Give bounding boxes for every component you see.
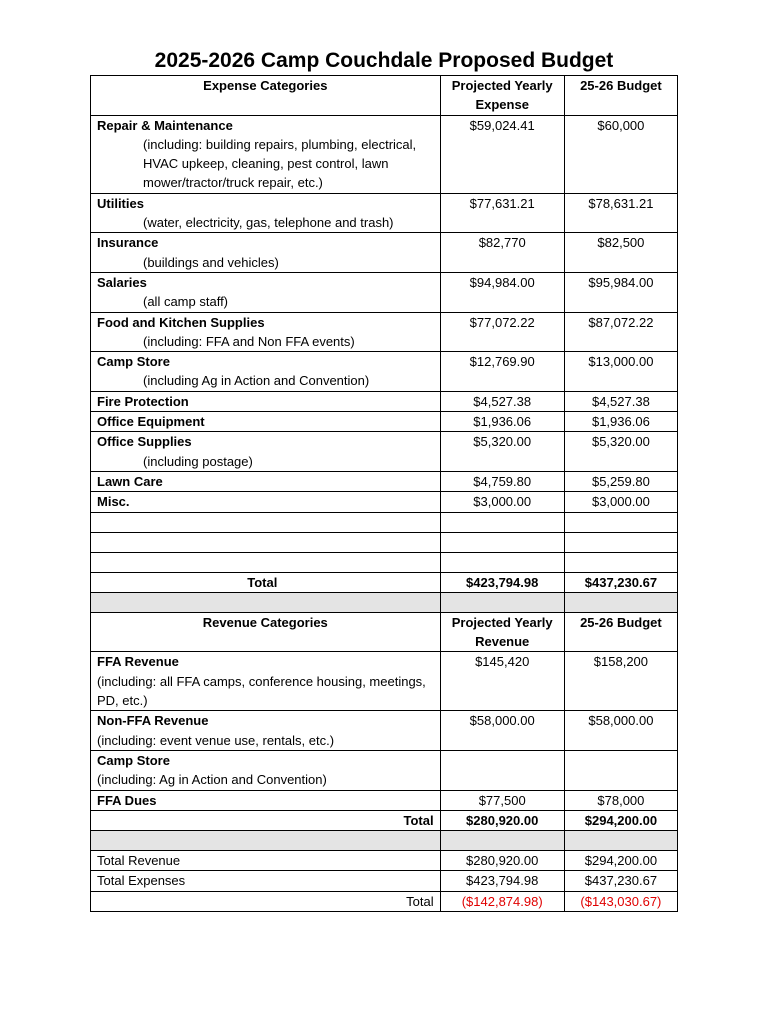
revenue-category-cell [91, 790, 441, 810]
expenses-projected-cell: $5,320.00 [440, 432, 564, 472]
expenses-projected-cell: $59,024.41 [440, 115, 564, 193]
summary-total-row [91, 891, 678, 911]
revenue-total-budget: $294,200.00 [564, 810, 677, 830]
expense-projected-header: Projected Yearly Expense [440, 76, 564, 116]
expenses-category-detail: (water, electricity, gas, telephone and trash) [143, 215, 394, 231]
expenses-category-detail: (buildings and vehicles) [143, 254, 279, 270]
expenses-row [91, 471, 678, 491]
summary-total-label: Total [91, 891, 441, 911]
expenses-category-name: Insurance [97, 235, 159, 251]
expenses-projected-cell: $4,527.38 [440, 391, 564, 411]
expense-blank-row-cell [91, 552, 441, 572]
expenses-category-cell [91, 412, 441, 432]
summary-projected: $280,920.00 [440, 851, 564, 871]
budget-table [90, 75, 678, 912]
expenses-category-name: Misc. [97, 494, 130, 510]
revenue-category-cell [91, 652, 441, 711]
expenses-category-cell [91, 272, 441, 312]
expenses-category-detail: (including Ag in Action and Convention) [143, 373, 370, 389]
revenue-row [91, 652, 678, 711]
expenses-category-name: Fire Protection [97, 393, 189, 409]
revenue-projected-cell: $58,000.00 [440, 711, 564, 751]
expenses-row [91, 391, 678, 411]
expenses-budget-cell: $60,000 [564, 115, 677, 193]
expenses-projected-cell: $1,936.06 [440, 412, 564, 432]
expense-blank-row [91, 512, 678, 532]
expenses-category-name: Lawn Care [97, 473, 163, 489]
revenue-total-projected: $280,920.00 [440, 810, 564, 830]
revenue-category-cell [91, 711, 441, 751]
expenses-category-cell [91, 312, 441, 352]
expenses-budget-cell: $3,000.00 [564, 492, 677, 512]
revenue-category-name: FFA Dues [97, 792, 157, 808]
expenses-category-cell [91, 233, 441, 273]
expense-blank-row-cell [91, 512, 441, 532]
revenue-categories-header: Revenue Categories [91, 612, 441, 652]
expense-blank-row-cell [440, 512, 564, 532]
separator-row-cell [564, 831, 677, 851]
revenue-header-row [91, 612, 678, 652]
summary-row [91, 851, 678, 871]
separator-row-cell [440, 592, 564, 612]
summary-total-budget: ($143,030.67) [564, 891, 677, 911]
expense-budget-header: 25-26 Budget [564, 76, 677, 116]
expenses-projected-cell: $82,770 [440, 233, 564, 273]
expenses-budget-cell: $82,500 [564, 233, 677, 273]
separator-row-cell [440, 831, 564, 851]
expense-categories-header: Expense Categories [91, 76, 441, 116]
expenses-category-cell [91, 193, 441, 233]
revenue-category-cell [91, 750, 441, 790]
revenue-category-detail: (including: Ag in Action and Convention) [97, 772, 327, 788]
separator-row-cell [564, 592, 677, 612]
expenses-category-cell [91, 391, 441, 411]
expenses-row [91, 272, 678, 312]
expenses-total-row [91, 572, 678, 592]
revenue-row [91, 750, 678, 790]
summary-total-projected: ($142,874.98) [440, 891, 564, 911]
expenses-row [91, 492, 678, 512]
expenses-category-name: Utilities [97, 195, 144, 211]
expenses-budget-cell: $1,936.06 [564, 412, 677, 432]
summary-projected: $423,794.98 [440, 871, 564, 891]
expenses-category-name: Office Supplies [97, 434, 192, 450]
expenses-projected-cell: $77,072.22 [440, 312, 564, 352]
separator-row-cell [91, 831, 441, 851]
expense-blank-row-cell [564, 532, 677, 552]
expenses-category-detail: (including postage) [143, 453, 253, 469]
summary-budget: $437,230.67 [564, 871, 677, 891]
expenses-projected-cell: $77,631.21 [440, 193, 564, 233]
expense-blank-row [91, 532, 678, 552]
expenses-category-name: Food and Kitchen Supplies [97, 314, 265, 330]
expenses-row [91, 312, 678, 352]
summary-label: Total Expenses [91, 871, 441, 891]
expenses-row [91, 412, 678, 432]
expenses-projected-cell: $3,000.00 [440, 492, 564, 512]
expenses-budget-cell: $13,000.00 [564, 352, 677, 392]
revenue-category-name: FFA Revenue [97, 654, 179, 670]
revenue-category-name: Non-FFA Revenue [97, 713, 209, 729]
expenses-row [91, 193, 678, 233]
expenses-category-detail: (all camp staff) [143, 294, 229, 310]
expense-blank-row-cell [91, 532, 441, 552]
expense-blank-row-cell [564, 512, 677, 532]
expenses-budget-cell: $78,631.21 [564, 193, 677, 233]
page-title: 2025-2026 Camp Couchdale Proposed Budget [154, 49, 614, 72]
revenue-projected-cell: $145,420 [440, 652, 564, 711]
expense-blank-row-cell [440, 532, 564, 552]
expenses-total-projected: $423,794.98 [440, 572, 564, 592]
expenses-total-budget: $437,230.67 [564, 572, 677, 592]
expenses-category-cell [91, 432, 441, 472]
summary-label: Total Revenue [91, 851, 441, 871]
expenses-category-name: Salaries [97, 274, 147, 290]
expenses-category-cell [91, 471, 441, 491]
revenue-projected-header: Projected Yearly Revenue [440, 612, 564, 652]
expenses-category-detail: (including: building repairs, plumbing, electrical, HVAC upkeep, cleaning, pest control, lawn mower/tractor/truck repair, etc.) [143, 136, 417, 191]
revenue-budget-cell: $158,200 [564, 652, 677, 711]
separator-row-cell [91, 592, 441, 612]
separator-row [91, 831, 678, 851]
summary-row [91, 871, 678, 891]
revenue-budget-cell: $58,000.00 [564, 711, 677, 751]
revenue-projected-cell [440, 750, 564, 790]
expenses-projected-cell: $94,984.00 [440, 272, 564, 312]
expenses-category-cell [91, 115, 441, 193]
expense-blank-row-cell [440, 552, 564, 572]
expense-blank-row [91, 552, 678, 572]
expenses-category-name: Office Equipment [97, 414, 205, 430]
expenses-budget-cell: $87,072.22 [564, 312, 677, 352]
expense-blank-row-cell [564, 552, 677, 572]
revenue-category-name: Camp Store [97, 752, 170, 768]
expenses-total-label: Total [91, 572, 441, 592]
expenses-budget-cell: $95,984.00 [564, 272, 677, 312]
revenue-category-detail: (including: all FFA camps, conference housing, meetings, PD, etc.) [97, 673, 426, 709]
revenue-projected-cell: $77,500 [440, 790, 564, 810]
revenue-category-detail: (including: event venue use, rentals, etc.) [97, 732, 335, 748]
expenses-projected-cell: $4,759.80 [440, 471, 564, 491]
expenses-budget-cell: $4,527.38 [564, 391, 677, 411]
expenses-budget-cell: $5,320.00 [564, 432, 677, 472]
summary-budget: $294,200.00 [564, 851, 677, 871]
expenses-row [91, 115, 678, 193]
expenses-category-name: Camp Store [97, 354, 170, 370]
expenses-row [91, 233, 678, 273]
expense-header-row [91, 76, 678, 116]
revenue-budget-cell [564, 750, 677, 790]
expenses-budget-cell: $5,259.80 [564, 471, 677, 491]
revenue-budget-cell: $78,000 [564, 790, 677, 810]
expenses-category-cell [91, 352, 441, 392]
revenue-total-row [91, 810, 678, 830]
revenue-row [91, 790, 678, 810]
expenses-category-cell [91, 492, 441, 512]
separator-row [91, 592, 678, 612]
budget-table-body [91, 76, 678, 912]
expenses-category-detail: (including: FFA and Non FFA events) [143, 333, 355, 349]
expenses-row [91, 352, 678, 392]
expenses-row [91, 432, 678, 472]
revenue-row [91, 711, 678, 751]
expenses-projected-cell: $12,769.90 [440, 352, 564, 392]
revenue-budget-header: 25-26 Budget [564, 612, 677, 652]
expenses-category-name: Repair & Maintenance [97, 117, 233, 133]
revenue-total-label: Total [91, 810, 441, 830]
